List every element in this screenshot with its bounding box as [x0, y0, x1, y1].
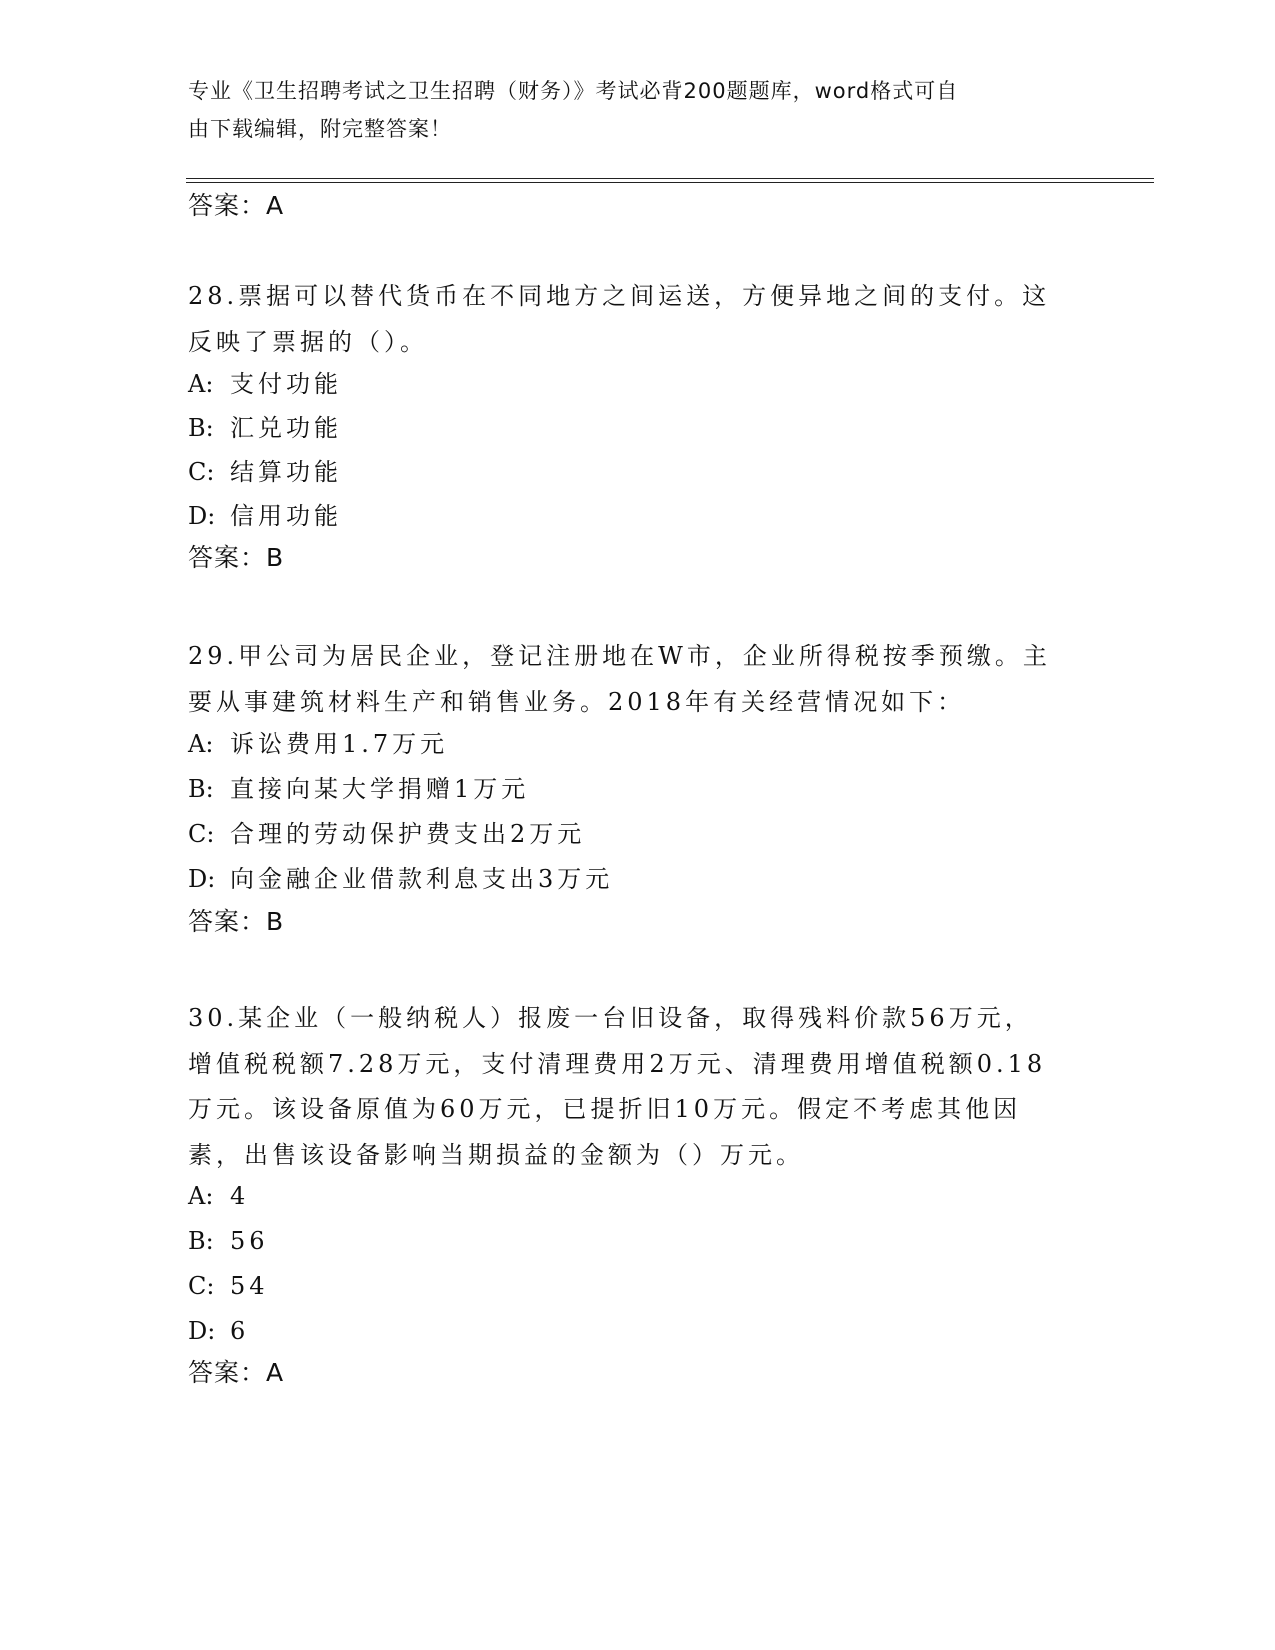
question-29-option-b: [188, 771, 529, 807]
option-text: 结算功能: [230, 458, 342, 486]
option-letter: A:: [188, 1182, 214, 1210]
option-letter: B:: [188, 1227, 214, 1255]
question-stem-line: 反映了票据的（）。: [188, 327, 428, 356]
option-text: 向金融企业借款利息支出3万元: [230, 865, 614, 893]
header-line-2: 由下载编辑，附完整答案！: [188, 117, 452, 141]
question-29-option-a: [188, 726, 448, 762]
question-28-option-d: [188, 498, 342, 534]
option-text: 54: [230, 1272, 269, 1300]
option-text: 直接向某大学捐赠1万元: [230, 775, 530, 803]
option-text: 4: [230, 1182, 250, 1210]
option-letter: B:: [188, 414, 214, 442]
option-letter: D:: [188, 502, 216, 530]
question-stem-line: 29.甲公司为居民企业，登记注册地在W市，企业所得税按季预缴。主: [188, 642, 1051, 670]
question-stem-line: 28.票据可以替代货币在不同地方之间运送，方便异地之间的支付。这: [188, 282, 1051, 310]
option-text: 合理的劳动保护费支出2万元: [230, 820, 586, 848]
option-letter: D:: [188, 1317, 216, 1345]
question-29-option-c: [188, 816, 585, 852]
document-header: [188, 72, 1088, 148]
question-30-option-c: [188, 1268, 269, 1304]
option-text: 支付功能: [230, 370, 342, 398]
header-line-1: 专业《卫生招聘考试之卫生招聘（财务）》考试必背200题题库，word格式可自: [188, 79, 959, 103]
question-stem-line: 素，出售该设备影响当期损益的金额为（）万元。: [188, 1140, 804, 1169]
option-letter: C:: [188, 458, 215, 486]
question-30-stem: [188, 996, 1088, 1178]
option-text: 诉讼费用1.7万元: [230, 730, 449, 758]
option-letter: D:: [188, 865, 216, 893]
question-28-stem: [188, 274, 1088, 365]
question-29-option-d: [188, 861, 613, 897]
option-letter: B:: [188, 775, 214, 803]
question-30-option-b: [188, 1223, 269, 1259]
option-letter: C:: [188, 1272, 215, 1300]
previous-answer: 答案：A: [188, 191, 285, 220]
question-30-option-a: [188, 1178, 249, 1214]
question-30-answer: 答案：A: [188, 1358, 285, 1387]
option-letter: A:: [188, 730, 214, 758]
question-28-answer: 答案：B: [188, 543, 285, 572]
option-letter: A:: [188, 370, 214, 398]
question-28-option-a: [188, 366, 342, 402]
option-text: 汇兑功能: [230, 414, 342, 442]
option-text: 6: [230, 1317, 250, 1345]
question-29-answer: 答案：B: [188, 907, 285, 936]
header-divider-bottom: [186, 182, 1154, 183]
option-letter: C:: [188, 820, 215, 848]
question-30-option-d: [188, 1313, 249, 1349]
option-text: 信用功能: [230, 502, 342, 530]
question-28-option-c: [188, 454, 342, 490]
header-divider-top: [186, 178, 1154, 179]
question-stem-line: 增值税税额7.28万元，支付清理费用2万元、清理费用增值税额0.18: [188, 1049, 1047, 1078]
question-stem-line: 万元。该设备原值为60万元，已提折旧10万元。假定不考虑其他因: [188, 1095, 1022, 1123]
question-28-option-b: [188, 410, 342, 446]
option-text: 56: [230, 1227, 269, 1255]
question-stem-line: 要从事建筑材料生产和销售业务。2018年有关经营情况如下：: [188, 687, 966, 716]
question-29-stem: [188, 634, 1088, 725]
question-stem-line: 30.某企业（一般纳税人）报废一台旧设备，取得残料价款56万元，: [188, 1004, 1033, 1032]
